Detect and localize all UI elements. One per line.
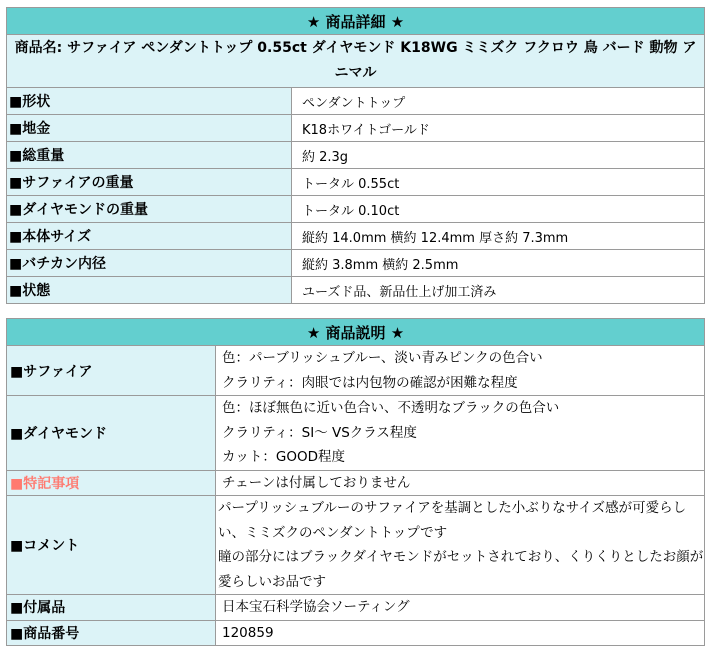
product-description-table [6,318,705,646]
label-comment: ■コメント [7,496,216,595]
sapphire-color: 色：パーブリッシュブルー、淡い青みピンクの色合い [222,350,543,366]
diamond-clarity: クラリティ：SI～ VSクラス程度 [222,424,417,441]
value-condition: ユーズド品、新品仕上げ加工済み [292,277,705,304]
label-item-number: ■商品番号 [7,620,216,646]
label-diamond: ■ダイヤモンド [7,396,216,471]
label-sapphire: ■サファイア [7,346,216,396]
label-bail-size: ■バチカン内径 [7,250,292,277]
sapphire-clarity: クラリティ：肉眼では内包物の確認が困難な程度 [222,374,518,391]
value-diamond-weight: トータル 0.10ct [292,196,705,223]
product-name: 商品名: サファイア ペンダントトップ 0.55ct ダイヤモンド K18WG ミミズク フクロウ 鳥 バード 動物 アニマル [7,35,705,88]
value-body-size: 縦約 14.0mm 横約 12.4mm 厚さ約 7.3mm [292,223,705,250]
label-condition: ■状態 [7,277,292,304]
value-item-number: 120859 [216,620,705,646]
comment-line-2: 瞳の部分にはブラックダイヤモンドがセットされており、くりくりとしたお顔が愛らしいお品です [218,549,704,590]
value-total-weight: 約 2.3g [292,142,705,169]
value-bail-size: 縦約 3.8mm 横約 2.5mm [292,250,705,277]
value-shape: ペンダントトップ [292,88,705,115]
details-header: ★ 商品詳細 ★ [7,8,705,35]
product-details-table [6,7,705,304]
label-sapphire-weight: ■サファイアの重量 [7,169,292,196]
value-metal: K18ホワイトゴールド [292,115,705,142]
diamond-color: 色：ほぼ無色に近い色合い、不透明なブラックの色合い [222,400,560,416]
label-total-weight: ■総重量 [7,142,292,169]
label-special-notes: ■特記事項 [7,470,216,496]
description-header: ★ 商品説明 ★ [7,319,705,346]
value-accessories: 日本宝石科学協会ソーティング [216,595,705,621]
value-special-notes: チェーンは付属しておりません [216,470,705,496]
comment-line-1: パープリッシュブルーのサファイアを基調とした小ぶりなサイズ感が可愛らしい、ミミズクのペンダントトップです [218,500,687,541]
diamond-cut: カット：GOOD程度 [222,449,345,465]
label-body-size: ■本体サイズ [7,223,292,250]
label-shape: ■形状 [7,88,292,115]
value-comment [216,496,705,595]
value-sapphire-weight: トータル 0.55ct [292,169,705,196]
value-sapphire [216,346,705,396]
label-accessories: ■付属品 [7,595,216,621]
label-diamond-weight: ■ダイヤモンドの重量 [7,196,292,223]
value-diamond [216,396,705,471]
label-metal: ■地金 [7,115,292,142]
